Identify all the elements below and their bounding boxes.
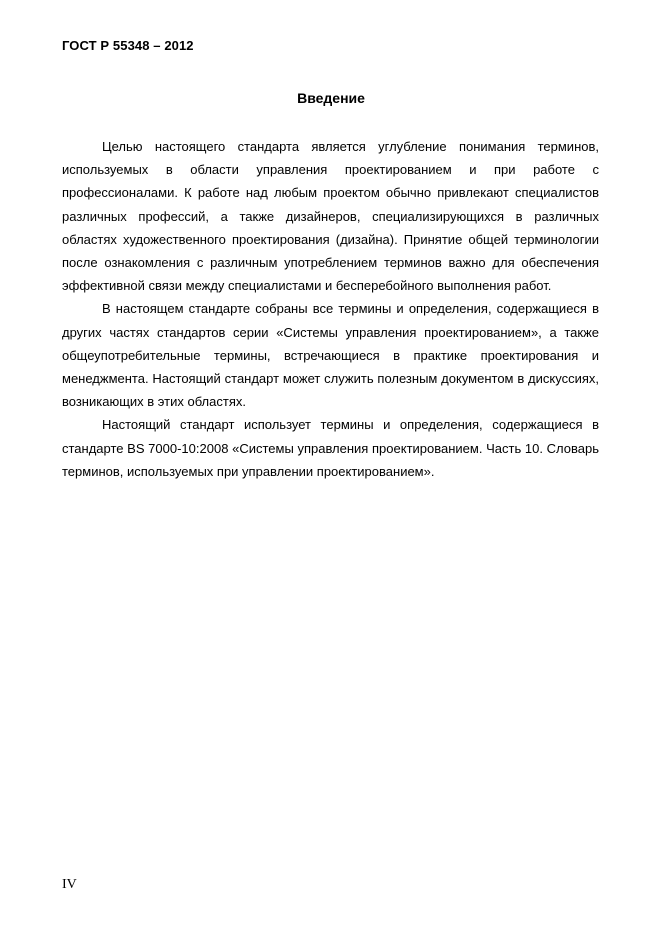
document-header: ГОСТ Р 55348 – 2012 [62,38,194,53]
paragraph-source: Настоящий стандарт использует термины и определения, содержащиеся в стандарте BS 7000-10:2008 «Системы управления проектированием. Часть 10. Словарь терминов, используемых при управлении проектированием». [62,417,599,479]
page-number: IV [62,877,77,892]
body-text [62,135,599,483]
section-title: Введение [297,90,365,106]
paragraph-contents: В настоящем стандарте собраны все термины и определения, содержащиеся в других частях стандартов серии «Системы управления проектированием», а также общеупотребительные термины, встречающиеся в практике проектирования и менеджмента. Настоящий стандарт может служить полезным документом в дискуссиях, возникающих в этих областях. [62,301,599,410]
paragraph-purpose: Целью настоящего стандарта является углубление понимания терминов, используемых в области управления проектированием и при работе с профессионалами. К работе над любым проектом обычно привлекают специалистов различных профессий, а также дизайнеров, специализирующихся в различных областях художественного проектирования (дизайна). Принятие общей терминологии после ознакомления с различным употреблением терминов важно для обеспечения эффективной связи между специалистами и бесперебойного выполнения работ. [62,139,599,294]
